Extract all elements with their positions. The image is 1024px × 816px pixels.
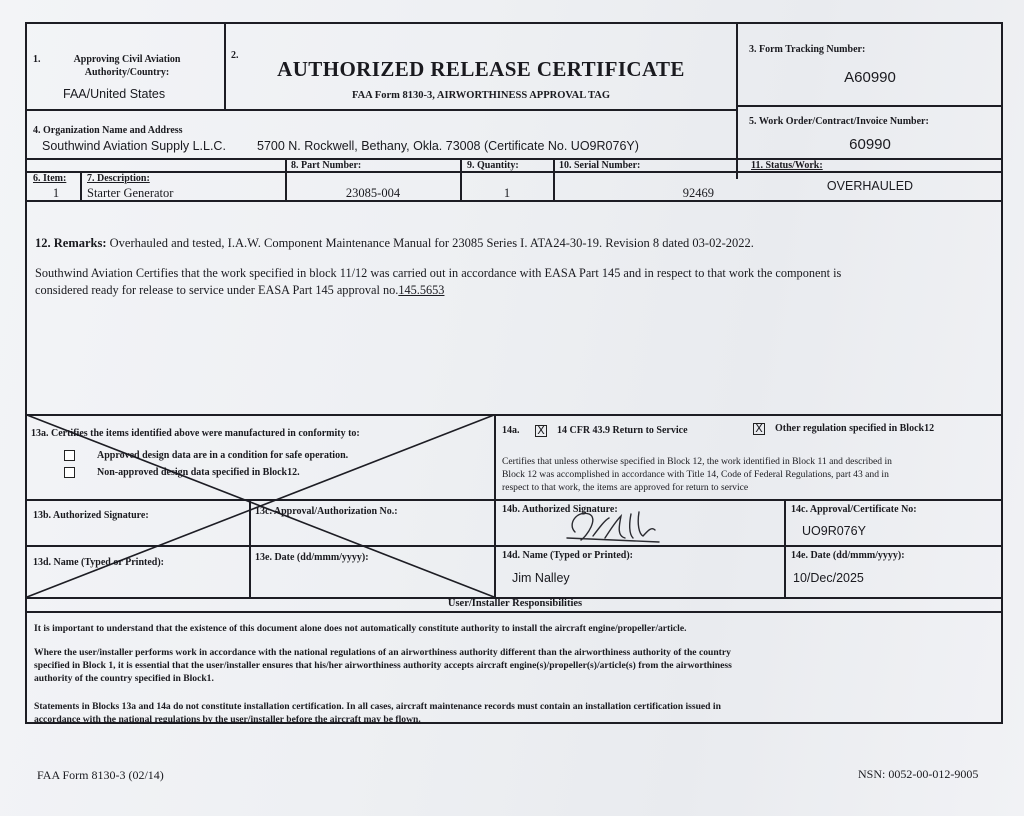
block1-label-line1: Approving Civil Aviation <box>73 54 181 65</box>
block1-label-line2: Authority/Country: <box>84 67 170 78</box>
cfr-43-9-label: 14 CFR 43.9 Return to Service <box>557 425 688 436</box>
work-order-value: 60990 <box>849 136 891 153</box>
responsibilities-heading: User/Installer Responsibilities <box>447 598 583 609</box>
divider <box>27 171 1003 173</box>
divider <box>784 499 786 599</box>
block2-number: 2. <box>231 50 239 61</box>
form-identifier: FAA Form 8130-3 (02/14) <box>37 768 164 782</box>
remarks-line <box>35 236 754 251</box>
form-subtitle: FAA Form 8130-3, AIRWORTHINESS APPROVAL TAG <box>351 90 611 101</box>
approval-number: 145.5653 <box>398 283 445 297</box>
divider <box>27 611 1003 613</box>
item-value: 1 <box>52 186 60 200</box>
quantity-label: 9. Quantity: <box>467 160 519 171</box>
responsibilities-p2-line1: Where the user/installer performs work in accordance with the national regulations of an airworthiness authority different than the airworthiness authority of the country <box>34 647 731 658</box>
cfr-43-9-checkbox[interactable]: X <box>535 425 547 437</box>
signer-name-value: Jim Nalley <box>512 571 570 585</box>
signature-stroke <box>567 512 659 542</box>
work-order-label: 5. Work Order/Contract/Invoice Number: <box>749 116 929 127</box>
non-approved-design-checkbox[interactable] <box>64 467 75 478</box>
block14a-text-line2: Block 12 was accomplished in accordance with Title 14, Code of Federal Regulations, part 43 and in <box>502 469 889 480</box>
block14b-label: 14b. Authorized Signature: <box>502 504 618 515</box>
remarks-label: 12. Remarks: <box>35 236 107 250</box>
serial-number-label: 10. Serial Number: <box>559 160 641 171</box>
divider <box>736 105 1003 107</box>
organization-name: Southwind Aviation Supply L.L.C. <box>42 139 226 153</box>
page-title: AUTHORIZED RELEASE CERTIFICATE <box>277 57 685 81</box>
block13b-label: 13b. Authorized Signature: <box>33 510 149 521</box>
non-approved-design-label: Non-approved design data specified in Block12. <box>97 467 300 478</box>
approval-certificate-value: UO9R076Y <box>802 524 866 538</box>
organization-address: 5700 N. Rockwell, Bethany, Okla. 73008 (Certificate No. UO9R076Y) <box>257 139 639 153</box>
divider <box>80 171 82 201</box>
signature-date-value: 10/Dec/2025 <box>793 571 864 585</box>
serial-number-value: 92469 <box>682 186 714 200</box>
block13d-label: 13d. Name (Typed or Printed): <box>33 557 165 568</box>
form-tracking-label: 3. Form Tracking Number: <box>749 44 866 55</box>
part-number-label: 8. Part Number: <box>291 160 362 171</box>
other-regulation-label: Other regulation specified in Block12 <box>775 423 935 434</box>
divider <box>736 24 738 179</box>
block14a-number: 14a. <box>502 425 520 436</box>
status-work-label: 11. Status/Work: <box>751 160 823 171</box>
remarks-paragraph-line1: Southwind Aviation Certifies that the work specified in block 11/12 was carried out in accordance with EASA Part 145 and in respect to that work the component is <box>35 266 842 280</box>
organization-label: 4. Organization Name and Address <box>33 125 183 136</box>
block14a-text-line3: respect to that work, the items are approved for return to service <box>502 482 749 493</box>
block13e-label: 13e. Date (dd/mmm/yyyy): <box>255 552 369 563</box>
description-label: 7. Description: <box>87 173 150 184</box>
remarks-text: Overhauled and tested, I.A.W. Component Maintenance Manual for 23085 Series I. ATA24-30-19. Revision 8 dated 03-02-2022. <box>109 236 754 250</box>
item-label: 6. Item: <box>33 173 67 184</box>
approved-design-label: Approved design data are in a condition for safe operation. <box>97 450 349 461</box>
block13a-label: 13a. Certifies the items identified above were manufactured in conformity to: <box>31 428 360 439</box>
responsibilities-p1: It is important to understand that the existence of this document alone does not automatically constitute authority to install the aircraft engine/propeller/article. <box>34 623 687 634</box>
approved-design-checkbox[interactable] <box>64 450 75 461</box>
authorized-signature <box>547 502 667 550</box>
block1-number: 1. <box>33 54 41 65</box>
description-value: Starter Generator <box>87 186 174 200</box>
block14a-text-line1: Certifies that unless otherwise specified in Block 12, the work identified in Block 11 and described in <box>502 456 892 467</box>
responsibilities-p3-line2: accordance with the national regulations by the user/installer before the aircraft may be flown. <box>34 714 421 725</box>
release-certificate-form <box>25 22 1003 724</box>
responsibilities-p2-line2: specified in Block 1, it is essential that the user/installer ensures that his/her airworthiness authority accepts aircraft engine(s)/propeller(s)/article(s) from the airworthiness <box>34 660 732 671</box>
quantity-value: 1 <box>503 186 511 200</box>
other-regulation-checkbox[interactable]: X <box>753 423 765 435</box>
part-number-value: 23085-004 <box>345 186 401 200</box>
divider <box>27 109 736 111</box>
block14e-label: 14e. Date (dd/mmm/yyyy): <box>791 550 905 561</box>
approving-authority-value: FAA/United States <box>63 87 166 101</box>
responsibilities-p2-line3: authority of the country specified in Block1. <box>34 673 214 684</box>
nsn-number: NSN: 0052-00-012-9005 <box>858 767 979 781</box>
form-tracking-value: A60990 <box>844 69 896 86</box>
block14c-label: 14c. Approval/Certificate No: <box>791 504 917 515</box>
block14d-label: 14d. Name (Typed or Printed): <box>502 550 634 561</box>
remarks-paragraph-line2 <box>35 283 444 298</box>
remarks-paragraph-prefix: considered ready for release to service under EASA Part 145 approval no. <box>35 283 399 297</box>
responsibilities-p3-line1: Statements in Blocks 13a and 14a do not constitute installation certification. In all cases, aircraft maintenance records must contain an installation certification issued in <box>34 701 721 712</box>
block13c-label: 13c. Approval/Authorization No.: <box>255 506 398 517</box>
status-work-value: OVERHAULED <box>826 179 914 193</box>
